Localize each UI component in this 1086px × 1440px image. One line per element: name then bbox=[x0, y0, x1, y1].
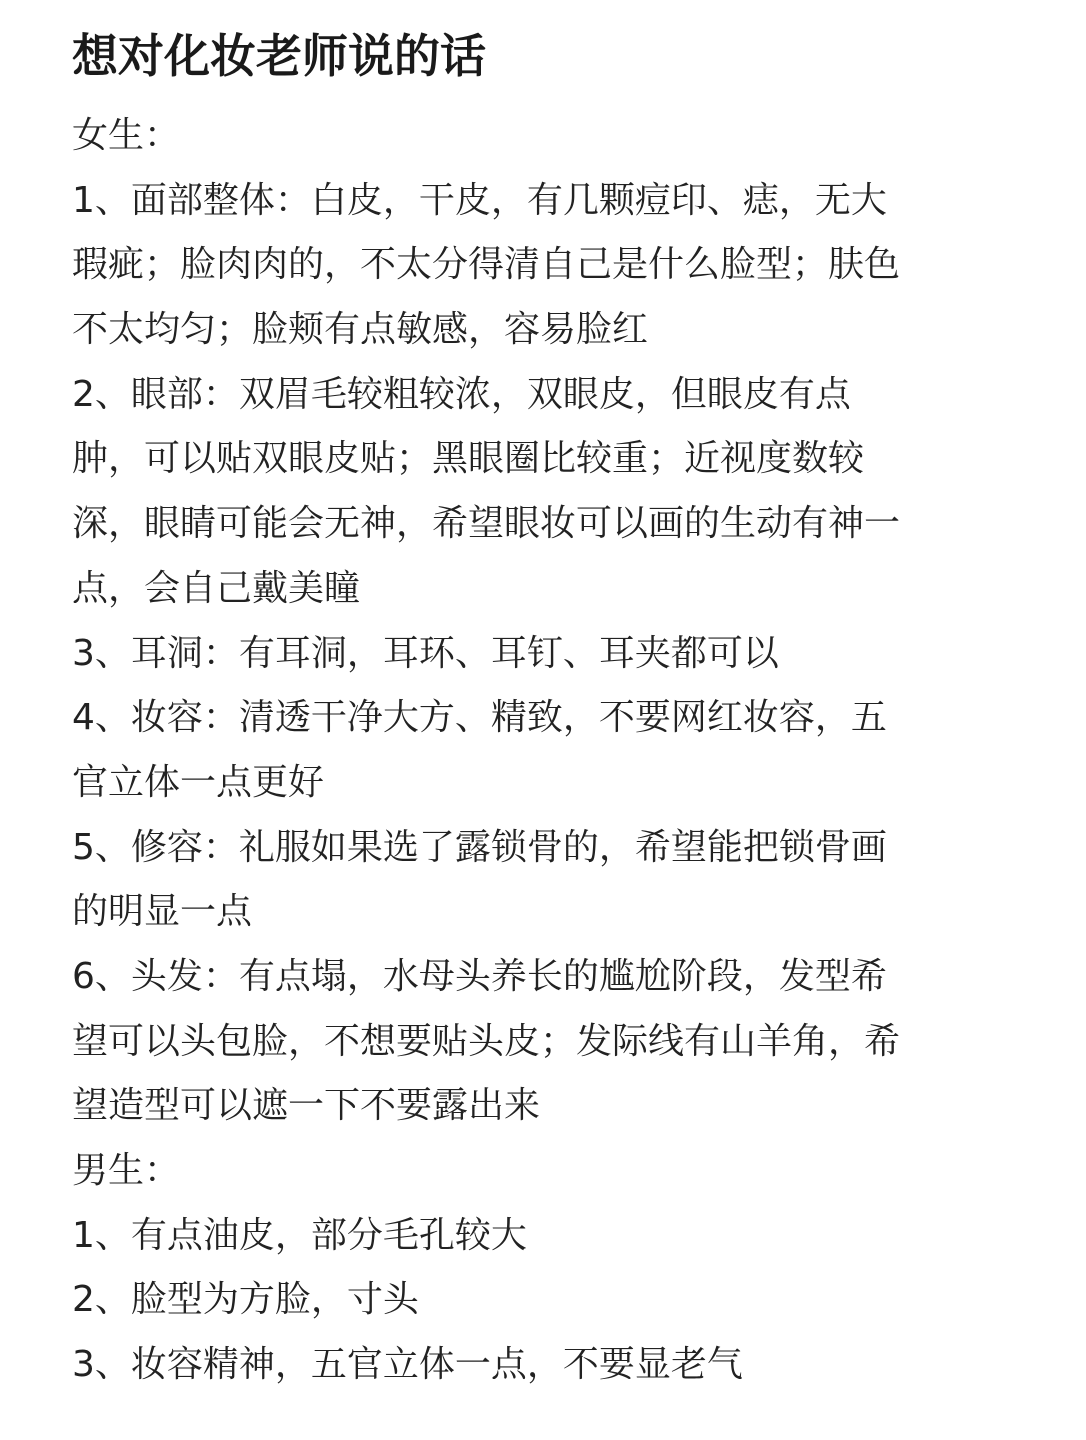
note-content bbox=[72, 104, 1012, 1398]
text-line: 4、妆容：清透干净大方、精致，不要网红妆容，五 bbox=[72, 697, 887, 739]
text-line: 望造型可以遮一下不要露出来 bbox=[72, 1085, 541, 1127]
text-line: 点，会自己戴美瞳 bbox=[72, 567, 361, 609]
text-line: 望可以头包脸，不想要贴头皮；发际线有山羊角，希 bbox=[72, 1020, 901, 1062]
text-line: 深，眼睛可能会无神，希望眼妆可以画的生动有神一 bbox=[72, 503, 901, 545]
section-heading-male: 男生： bbox=[72, 1150, 181, 1191]
text-line: 3、耳洞：有耳洞，耳环、耳钉、耳夹都可以 bbox=[72, 632, 779, 674]
text-line: 2、脸型为方脸，寸头 bbox=[72, 1279, 419, 1321]
section-heading-female: 女生： bbox=[72, 115, 181, 156]
text-line: 2、眼部：双眉毛较粗较浓，双眼皮，但眼皮有点 bbox=[72, 373, 851, 415]
text-line: 不太均匀；脸颊有点敏感，容易脸红 bbox=[72, 309, 649, 351]
text-line: 肿，可以贴双眼皮贴；黑眼圈比较重；近视度数较 bbox=[72, 438, 865, 480]
note-page bbox=[72, 22, 1012, 1398]
text-line: 3、妆容精神，五官立体一点，不要显老气 bbox=[72, 1344, 743, 1386]
page-title: 想对化妆老师说的话 bbox=[72, 29, 486, 83]
text-line: 瑕疵；脸肉肉的，不太分得清自己是什么脸型；肤色 bbox=[72, 244, 901, 286]
text-line: 6、头发：有点塌，水母头养长的尴尬阶段，发型希 bbox=[72, 955, 887, 997]
text-line: 的明显一点 bbox=[72, 891, 253, 933]
text-line: 1、面部整体：白皮，干皮，有几颗痘印、痣，无大 bbox=[72, 179, 887, 221]
text-line: 1、有点油皮，部分毛孔较大 bbox=[72, 1214, 527, 1256]
text-line: 5、修容：礼服如果选了露锁骨的，希望能把锁骨画 bbox=[72, 826, 887, 868]
text-line: 官立体一点更好 bbox=[72, 761, 325, 803]
